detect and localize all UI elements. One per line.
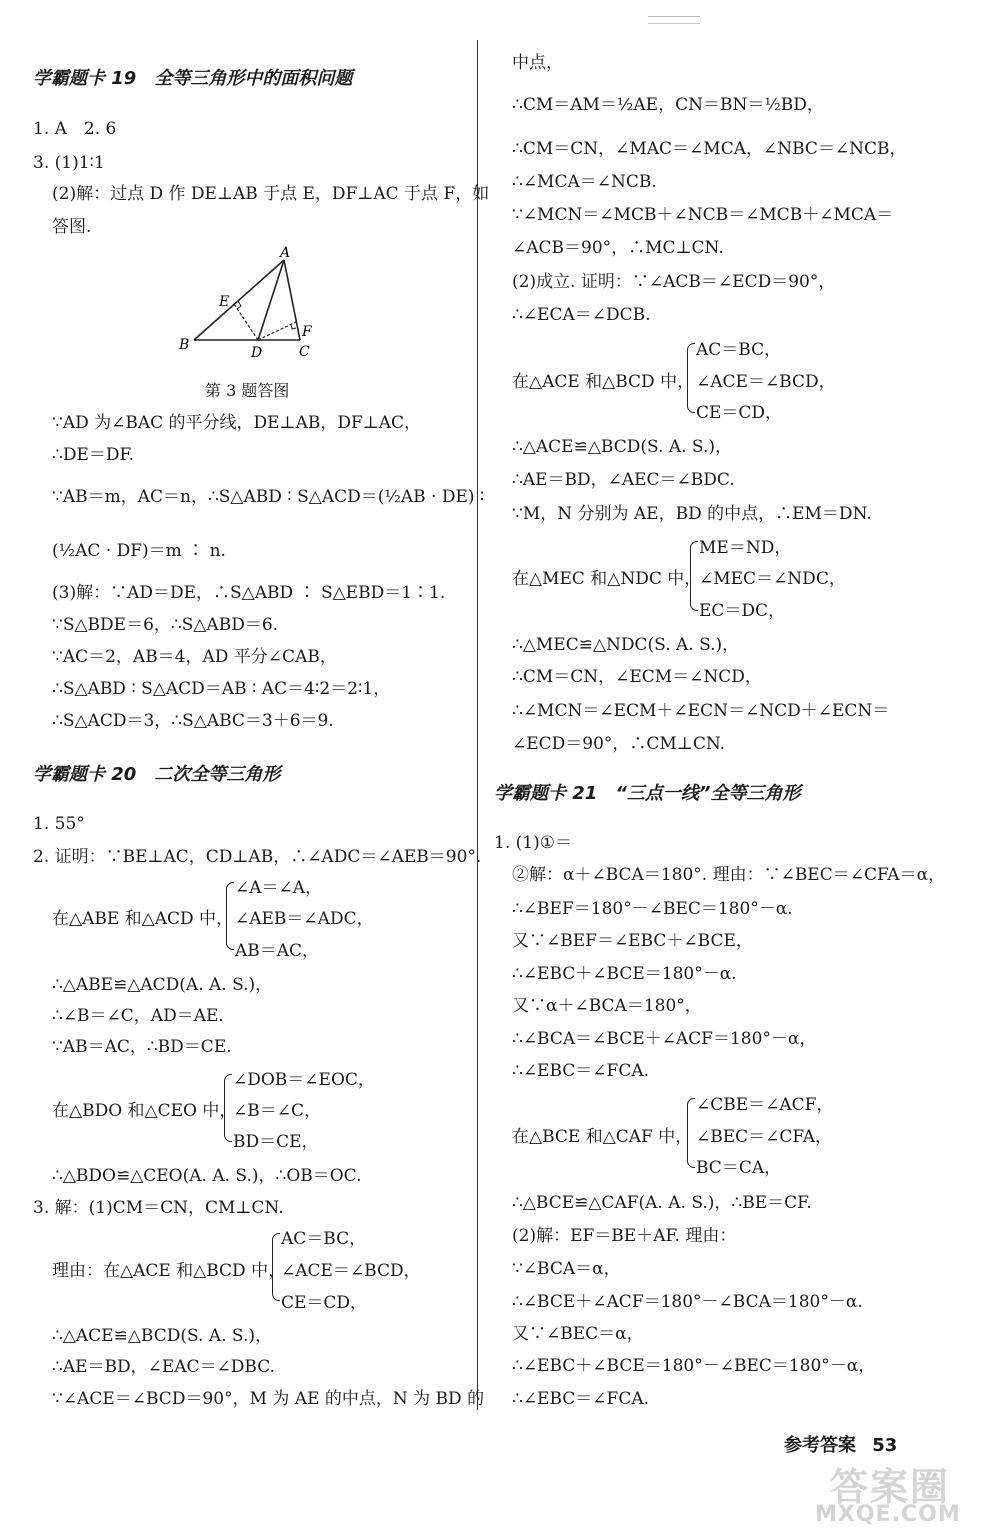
answer-line: ∴∠BCE＋∠ACF＝180°－∠BCA＝180°－α. bbox=[512, 1292, 863, 1312]
answer-line: ∴CM＝CN，∠ECM＝∠NCD， bbox=[512, 667, 762, 687]
watermark-url: MXQE.COM bbox=[815, 1502, 961, 1527]
section-heading-20: 学霸题卡 20 二次全等三角形 bbox=[33, 764, 281, 785]
answer-line: 1. A 2. 6 bbox=[33, 119, 117, 139]
condition-line: CE＝CD， bbox=[281, 1293, 368, 1313]
answer-line: ∵S△BDE＝6，∴S△ABD＝6. bbox=[52, 615, 279, 635]
answer-line: ∴△MEC≌△NDC(S. A. S.)， bbox=[512, 635, 740, 655]
answer-line: 又∵∠BEF＝∠EBC＋∠BCE， bbox=[512, 931, 753, 951]
watermark-logo: 答案圈 bbox=[830, 1465, 951, 1509]
answer-line: 在△BCE 和△CAF 中， bbox=[512, 1127, 693, 1147]
brace bbox=[690, 541, 698, 611]
figure-caption: 第 3 题答图 bbox=[205, 381, 290, 400]
label-f: F bbox=[302, 324, 312, 340]
answer-line: ∴△ABE≌△ACD(A. A. S.)， bbox=[52, 975, 273, 995]
answer-line: (2)成立. 证明：∵∠ACB＝∠ECD＝90°， bbox=[512, 272, 836, 292]
segment-de bbox=[234, 304, 258, 340]
answer-line: 又∵α＋∠BCA＝180°， bbox=[512, 996, 702, 1016]
condition-line: ∠ACE＝∠BCD， bbox=[281, 1261, 421, 1281]
section-heading-21: 学霸题卡 21 “三点一线”全等三角形 bbox=[494, 783, 801, 804]
brace bbox=[226, 882, 234, 950]
condition-line: CE＝CD， bbox=[696, 403, 783, 423]
column-divider bbox=[477, 40, 478, 1410]
answer-line: 在△MEC 和△NDC 中， bbox=[512, 569, 702, 589]
brace bbox=[687, 1098, 695, 1168]
answer-line: 又∵∠BEC＝α， bbox=[512, 1324, 644, 1344]
answer-line: ∵∠BCA＝α， bbox=[512, 1259, 621, 1279]
answer-line: 1. (1)①＝ bbox=[494, 833, 572, 853]
condition-line: ∠CBE＝∠ACF， bbox=[696, 1095, 834, 1115]
answer-line: 在△ABE 和△ACD 中， bbox=[52, 909, 234, 929]
answer-line: ∴△ACE≌△BCD(S. A. S.)， bbox=[52, 1326, 272, 1346]
condition-line: ∠A＝∠A， bbox=[235, 878, 323, 898]
label-a: A bbox=[280, 246, 291, 261]
right-angle-mark-f bbox=[291, 324, 296, 329]
brace bbox=[687, 343, 695, 413]
answer-line: ∵AC＝2，AB＝4，AD 平分∠CAB， bbox=[52, 647, 337, 667]
answer-line: 答图. bbox=[52, 217, 92, 237]
answer-line: 3. (1)1∶1 bbox=[33, 153, 105, 173]
answer-line: ∴S△ACD＝3，∴S△ABC＝3＋6＝9. bbox=[52, 711, 334, 731]
answer-line: ∴△BCE≌△CAF(A. A. S.)，∴BE＝CF. bbox=[512, 1193, 812, 1213]
condition-line: AB＝AC， bbox=[235, 941, 320, 961]
answer-line: ∴△BDO≌△CEO(A. A. S.)，∴OB＝OC. bbox=[52, 1166, 362, 1186]
answer-line: (3)解：∵AD＝DE，∴S△ABD ∶ S△EBD＝1∶1. bbox=[52, 583, 446, 603]
answer-line: 2. 证明：∵BE⊥AC，CD⊥AB，∴∠ADC＝∠AEB＝90°. bbox=[33, 847, 482, 867]
brace bbox=[224, 1074, 232, 1142]
answer-line: ∴∠ECA＝∠DCB. bbox=[512, 305, 651, 325]
answer-line: ∵AD 为∠BAC 的平分线，DE⊥AB，DF⊥AC， bbox=[52, 413, 422, 433]
answer-line: ∴∠BCA＝∠BCE＋∠ACF＝180°－α， bbox=[512, 1029, 817, 1049]
label-c: C bbox=[299, 344, 310, 360]
answer-line: ∵∠ACE＝∠BCD＝90°，M 为 AE 的中点，N 为 BD 的 bbox=[52, 1389, 485, 1409]
answer-line: ∴CM＝CN，∠MAC＝∠MCA，∠NBC＝∠NCB， bbox=[512, 139, 907, 159]
answer-line: ②解：α＋∠BCA＝180°. 理由：∵∠BEC＝∠CFA＝α， bbox=[512, 865, 946, 885]
answer-line: ∴∠EBC＋∠BCE＝180°－∠BEC＝180°－α， bbox=[512, 1356, 876, 1376]
answer-line: ∴∠MCA＝∠NCB. bbox=[512, 172, 657, 192]
condition-line: ∠MEC＝∠NDC， bbox=[699, 569, 846, 589]
answer-line: ∴∠EBC＋∠BCE＝180°－α. bbox=[512, 964, 737, 984]
condition-line: ∠BEC＝∠CFA， bbox=[696, 1127, 832, 1147]
answer-line: (2)解：EF＝BE＋AF. 理由： bbox=[512, 1226, 737, 1246]
condition-line: BD＝CE， bbox=[233, 1132, 319, 1152]
answer-line: ∵∠MCN＝∠MCB＋∠NCB＝∠MCB＋∠MCA＝ bbox=[512, 205, 894, 225]
answer-line: ∴∠B＝∠C，AD＝AE. bbox=[52, 1006, 224, 1026]
answer-line: ∠ECD＝90°，∴CM⊥CN. bbox=[512, 734, 726, 754]
footer bbox=[784, 1431, 897, 1457]
condition-line: BC＝CA， bbox=[696, 1158, 782, 1178]
section-heading-19: 学霸题卡 19 全等三角形中的面积问题 bbox=[33, 68, 353, 89]
answer-line: 1. 55° bbox=[33, 814, 85, 834]
answer-line: 中点， bbox=[512, 53, 563, 73]
label-b: B bbox=[179, 337, 190, 353]
label-e: E bbox=[219, 294, 230, 310]
top-decoration bbox=[648, 16, 700, 24]
brace bbox=[272, 1233, 280, 1301]
condition-line: ∠DOB＝∠EOC， bbox=[233, 1070, 375, 1090]
answer-line: 在△ACE 和△BCD 中， bbox=[512, 372, 695, 392]
answer-line: ∴AE＝BD，∠EAC＝∠DBC. bbox=[52, 1357, 276, 1377]
answer-line: ∴AE＝BD，∠AEC＝∠BDC. bbox=[512, 470, 735, 490]
label-d: D bbox=[251, 345, 263, 361]
answer-line: (2)解：过点 D 作 DE⊥AB 于点 E，DF⊥AC 于点 F，如 bbox=[52, 184, 490, 204]
condition-line: AC＝BC， bbox=[281, 1229, 367, 1249]
condition-line: AC＝BC， bbox=[696, 340, 782, 360]
triangle-figure bbox=[176, 246, 326, 361]
answer-line: ∴∠BEF＝180°－∠BEC＝180°－α. bbox=[512, 899, 793, 919]
answer-line: ∵AB＝AC，∴BD＝CE. bbox=[52, 1037, 232, 1057]
answer-line: 3. 解：(1)CM＝CN，CM⊥CN. bbox=[33, 1198, 284, 1218]
answer-line: ∴∠EBC＝∠FCA. bbox=[512, 1061, 650, 1081]
condition-line: ∠AEB＝∠ADC， bbox=[235, 909, 374, 929]
answer-line: ∴DE＝DF. bbox=[52, 445, 135, 465]
answer-line: ∴∠EBC＝∠FCA. bbox=[512, 1389, 650, 1409]
condition-line: ∠B＝∠C， bbox=[233, 1101, 321, 1121]
answer-line: 理由：在△ACE 和△BCD 中， bbox=[52, 1261, 286, 1281]
condition-line: ∠ACE＝∠BCD， bbox=[696, 372, 836, 392]
condition-line: ME＝ND， bbox=[699, 538, 792, 558]
answer-line: ∴∠MCN＝∠ECM＋∠ECN＝∠NCD＋∠ECN＝ bbox=[512, 701, 890, 721]
answer-line: ∴S△ABD ∶ S△ACD＝AB ∶ AC＝4∶2＝2∶1， bbox=[52, 679, 391, 699]
condition-line: EC＝DC， bbox=[699, 601, 786, 621]
page-number: 53 bbox=[872, 1435, 898, 1456]
answer-line: ∵M，N 分别为 AE，BD 的中点，∴EM＝DN. bbox=[512, 504, 872, 524]
answer-line: ∴△ACE≌△BCD(S. A. S.)， bbox=[512, 437, 732, 457]
footer-label: 参考答案 bbox=[784, 1435, 856, 1456]
answer-line: (½AC · DF)＝m ∶ n. bbox=[52, 541, 226, 561]
answer-line: ∴CM＝AM＝½AE，CN＝BN＝½BD， bbox=[512, 95, 824, 115]
answer-line: 在△BDO 和△CEO 中， bbox=[52, 1101, 237, 1121]
answer-line: ∠ACB＝90°，∴MC⊥CN. bbox=[512, 238, 724, 258]
answer-line: ∵AB＝m，AC＝n，∴S△ABD ∶ S△ACD＝(½AB · DE) ∶ bbox=[52, 487, 485, 507]
